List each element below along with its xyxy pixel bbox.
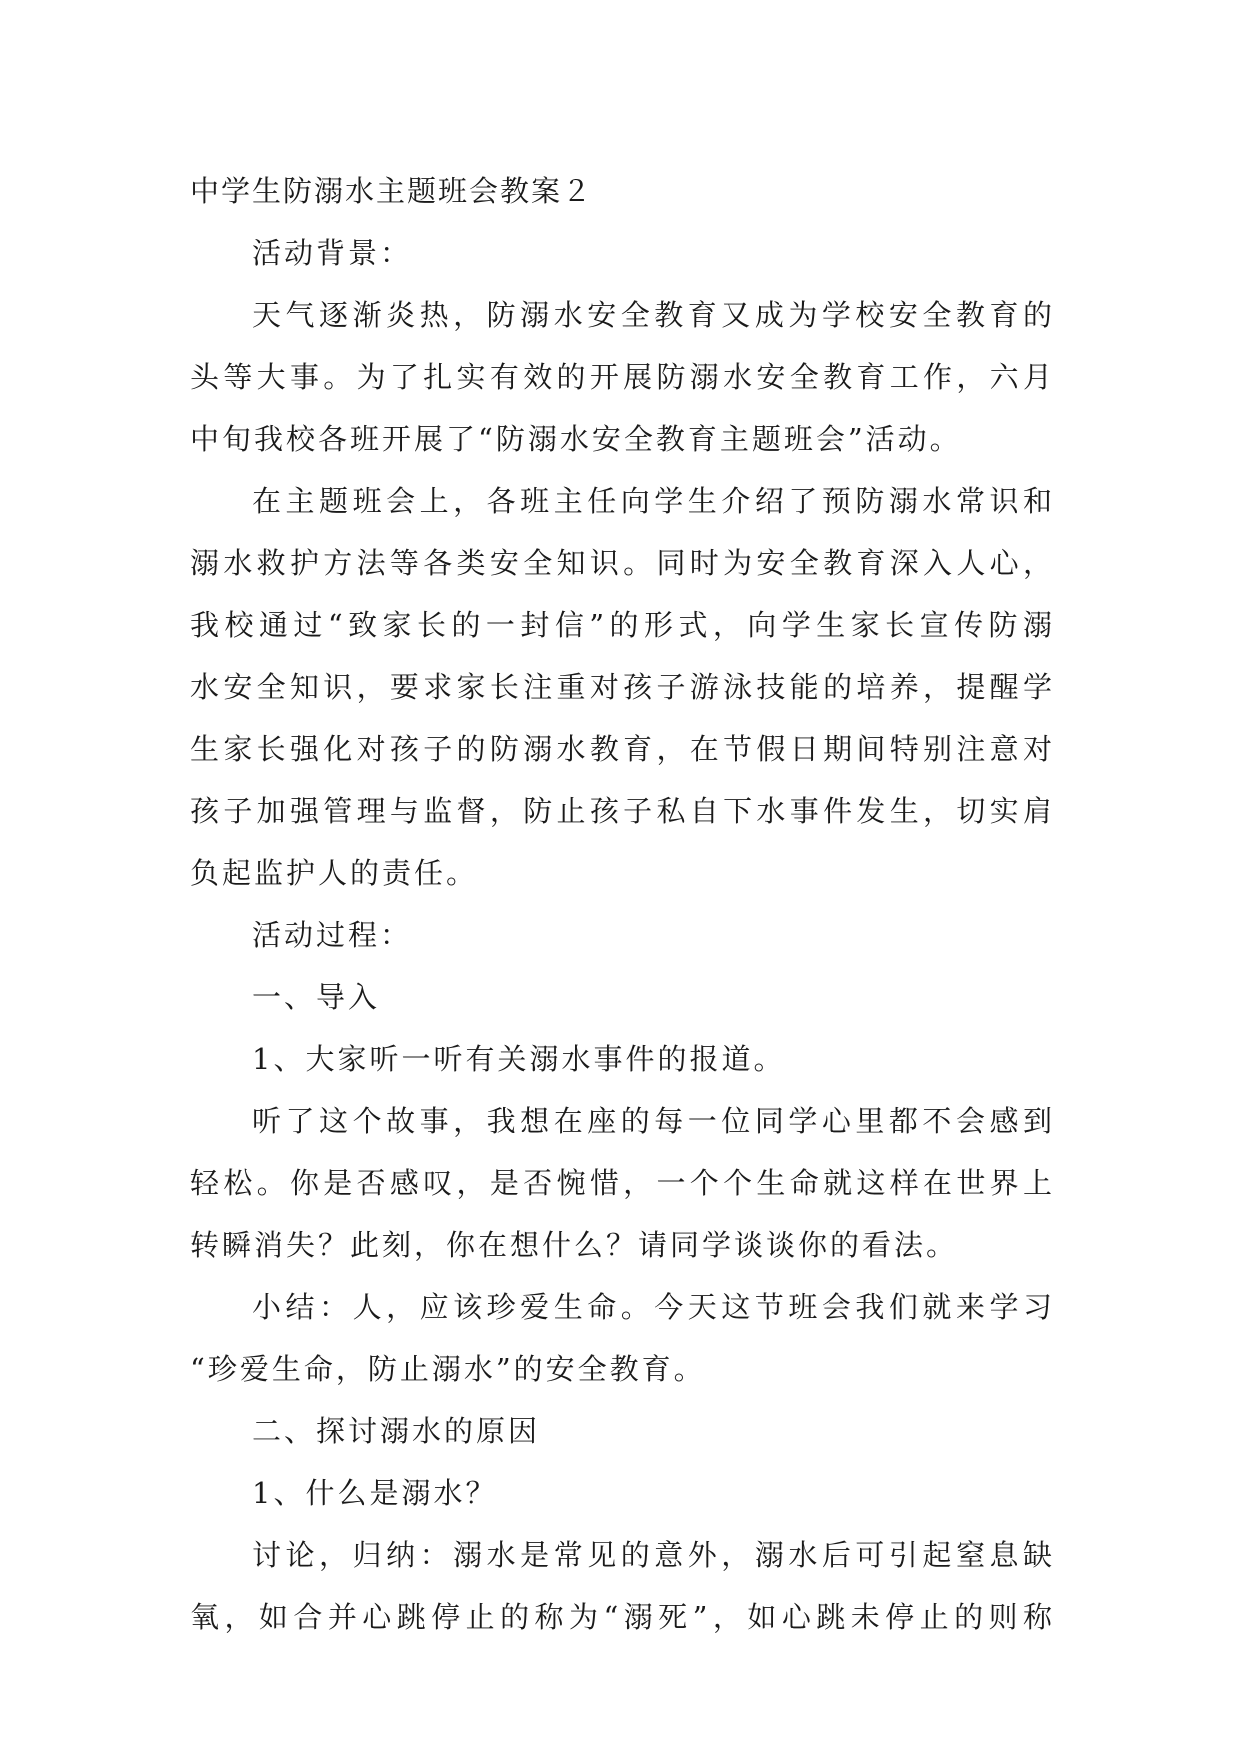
paragraph-line: 在主题班会上，各班主任向学生介绍了预防溺水常识和 [252, 484, 1055, 518]
paragraph-line: 氧，如合并心跳停止的称为“溺死”，如心跳未停止的则称 [190, 1600, 1055, 1634]
paragraph-line: 水安全知识，要求家长注重对孩子游泳技能的培养，提醒学 [190, 670, 1055, 704]
paragraph-line: 听了这个故事，我想在座的每一位同学心里都不会感到 [252, 1104, 1055, 1138]
document-title: 中学生防溺水主题班会教案２ [190, 174, 594, 208]
paragraph-line: 转瞬消失？此刻，你在想什么？请同学谈谈你的看法。 [190, 1228, 959, 1262]
paragraph-line: “珍爱生命，防止溺水”的安全教育。 [190, 1352, 706, 1386]
paragraph-line: 天气逐渐炎热，防溺水安全教育又成为学校安全教育的 [252, 298, 1055, 332]
list-item: 1、什么是溺水？ [252, 1476, 498, 1510]
paragraph-line: 溺水救护方法等各类安全知识。同时为安全教育深入人心， [190, 546, 1055, 580]
heading-activity-process: 活动过程： [252, 918, 413, 952]
paragraph-line: 头等大事。为了扎实有效的开展防溺水安全教育工作，六月 [190, 360, 1055, 394]
section-heading-causes: 二、探讨溺水的原因 [252, 1414, 541, 1448]
section-heading-introduction: 一、导入 [252, 980, 381, 1014]
paragraph-line: 生家长强化对孩子的防溺水教育，在节假日期间特别注意对 [190, 732, 1055, 766]
paragraph-line: 负起监护人的责任。 [190, 856, 479, 890]
paragraph-line: 轻松。你是否感叹，是否惋惜，一个个生命就这样在世界上 [190, 1166, 1055, 1200]
paragraph-line: 小结：人，应该珍爱生命。今天这节班会我们就来学习 [252, 1290, 1055, 1324]
document-page [190, 160, 1055, 1648]
list-item: 1、大家听一听有关溺水事件的报道。 [252, 1042, 786, 1076]
paragraph-line: 中旬我校各班开展了“防溺水安全教育主题班会”活动。 [190, 422, 962, 456]
paragraph-line: 讨论，归纳：溺水是常见的意外，溺水后可引起窒息缺 [252, 1538, 1055, 1572]
paragraph-line: 我校通过“致家长的一封信”的形式，向学生家长宣传防溺 [190, 608, 1055, 642]
heading-activity-background: 活动背景： [252, 236, 413, 270]
paragraph-line: 孩子加强管理与监督，防止孩子私自下水事件发生，切实肩 [190, 794, 1055, 828]
